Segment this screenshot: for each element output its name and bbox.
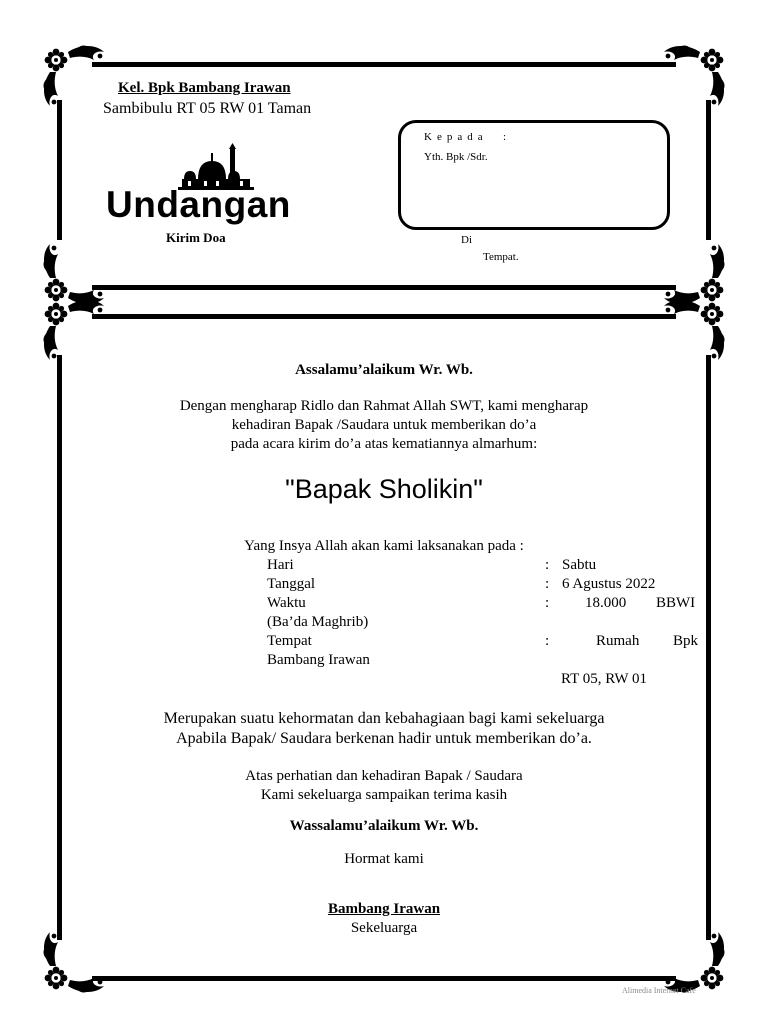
intro-paragraph [0,397,768,454]
card-title: Undangan [106,184,291,225]
card-subtitle: Kirim Doa [166,230,226,245]
thanks-paragraph [0,767,768,805]
sender-address: Sambibulu RT 05 RW 01 Taman [103,100,312,117]
detail-tempat-rt: RT 05, RW 01 [561,671,648,687]
detail-label-tempat: Tempat [267,633,312,649]
detail-separator: : [545,557,550,573]
recipient-colon: : [503,131,507,143]
recipient-di: Di [461,234,472,246]
intro-line: Dengan mengharap Ridlo dan Rahmat Allah SWT, kami mengharap [179,398,589,414]
sender-name: Kel. Bpk Bambang Irawan [118,80,291,96]
closing-line: Apabila Bapak/ Saudara berkenan hadir untuk memberikan do’a. [176,730,592,747]
detail-separator: : [545,576,550,592]
intro-line: kehadiran Bapak /Saudara untuk memberikan do’a [231,417,537,433]
recipient-label: Kepada [424,131,488,143]
corner-ornament-icon [656,42,728,114]
closing-line: Merupakan suatu kehormatan dan kebahagiaan bagi kami sekeluarga [163,710,605,727]
detail-value-tanggal: 6 Agustus 2022 [562,576,656,592]
regards: Hormat kami [344,851,424,867]
envelope-border-top [92,62,676,67]
watermark: Alimedia Internet Cafe [622,986,696,995]
detail-value-tempat-title: Bpk [673,633,699,649]
envelope-border-right [706,100,711,240]
schedule-intro: Yang Insya Allah akan kami laksanakan pada : [244,538,524,554]
letter-border-top [92,314,676,319]
detail-separator: : [545,633,550,649]
detail-separator: : [545,595,550,611]
thanks-line: Atas perhatian dan kehadiran Bapak / Saudara [245,768,523,784]
corner-ornament-icon [40,296,112,368]
farewell: Wassalamu’alaikum Wr. Wb. [289,818,479,834]
detail-label-hari: Hari [267,557,294,573]
signer-name: Bambang Irawan [327,901,441,917]
detail-value-tempat: Rumah [596,633,640,649]
detail-label-waktu: Waktu [267,595,306,611]
detail-waktu-note: (Ba’da Maghrib) [267,614,369,630]
recipient-name: Yth. Bpk /Sdr. [424,151,488,163]
detail-value-waktu-zone: BBWI [656,595,696,611]
detail-label-tanggal: Tanggal [267,576,316,592]
signer-family: Sekeluarga [350,920,418,936]
letter-border-bottom [92,976,676,981]
deceased-name: "Bapak Sholikin" [285,474,483,504]
corner-ornament-icon [40,42,112,114]
detail-value-waktu: 18.000 [585,595,627,611]
detail-tempat-continued: Bambang Irawan [267,652,370,668]
envelope-border-left [57,100,62,240]
corner-ornament-icon [656,296,728,368]
recipient-place: Tempat. [483,251,519,263]
thanks-line: Kami sekeluarga sampaikan terima kasih [260,787,508,803]
intro-line: pada acara kirim do’a atas kematiannya almarhum: [230,436,538,452]
envelope-border-bottom [92,285,676,290]
greeting: Assalamu’alaikum Wr. Wb. [295,362,473,378]
closing-paragraph [0,709,768,749]
detail-value-hari: Sabtu [562,557,597,573]
